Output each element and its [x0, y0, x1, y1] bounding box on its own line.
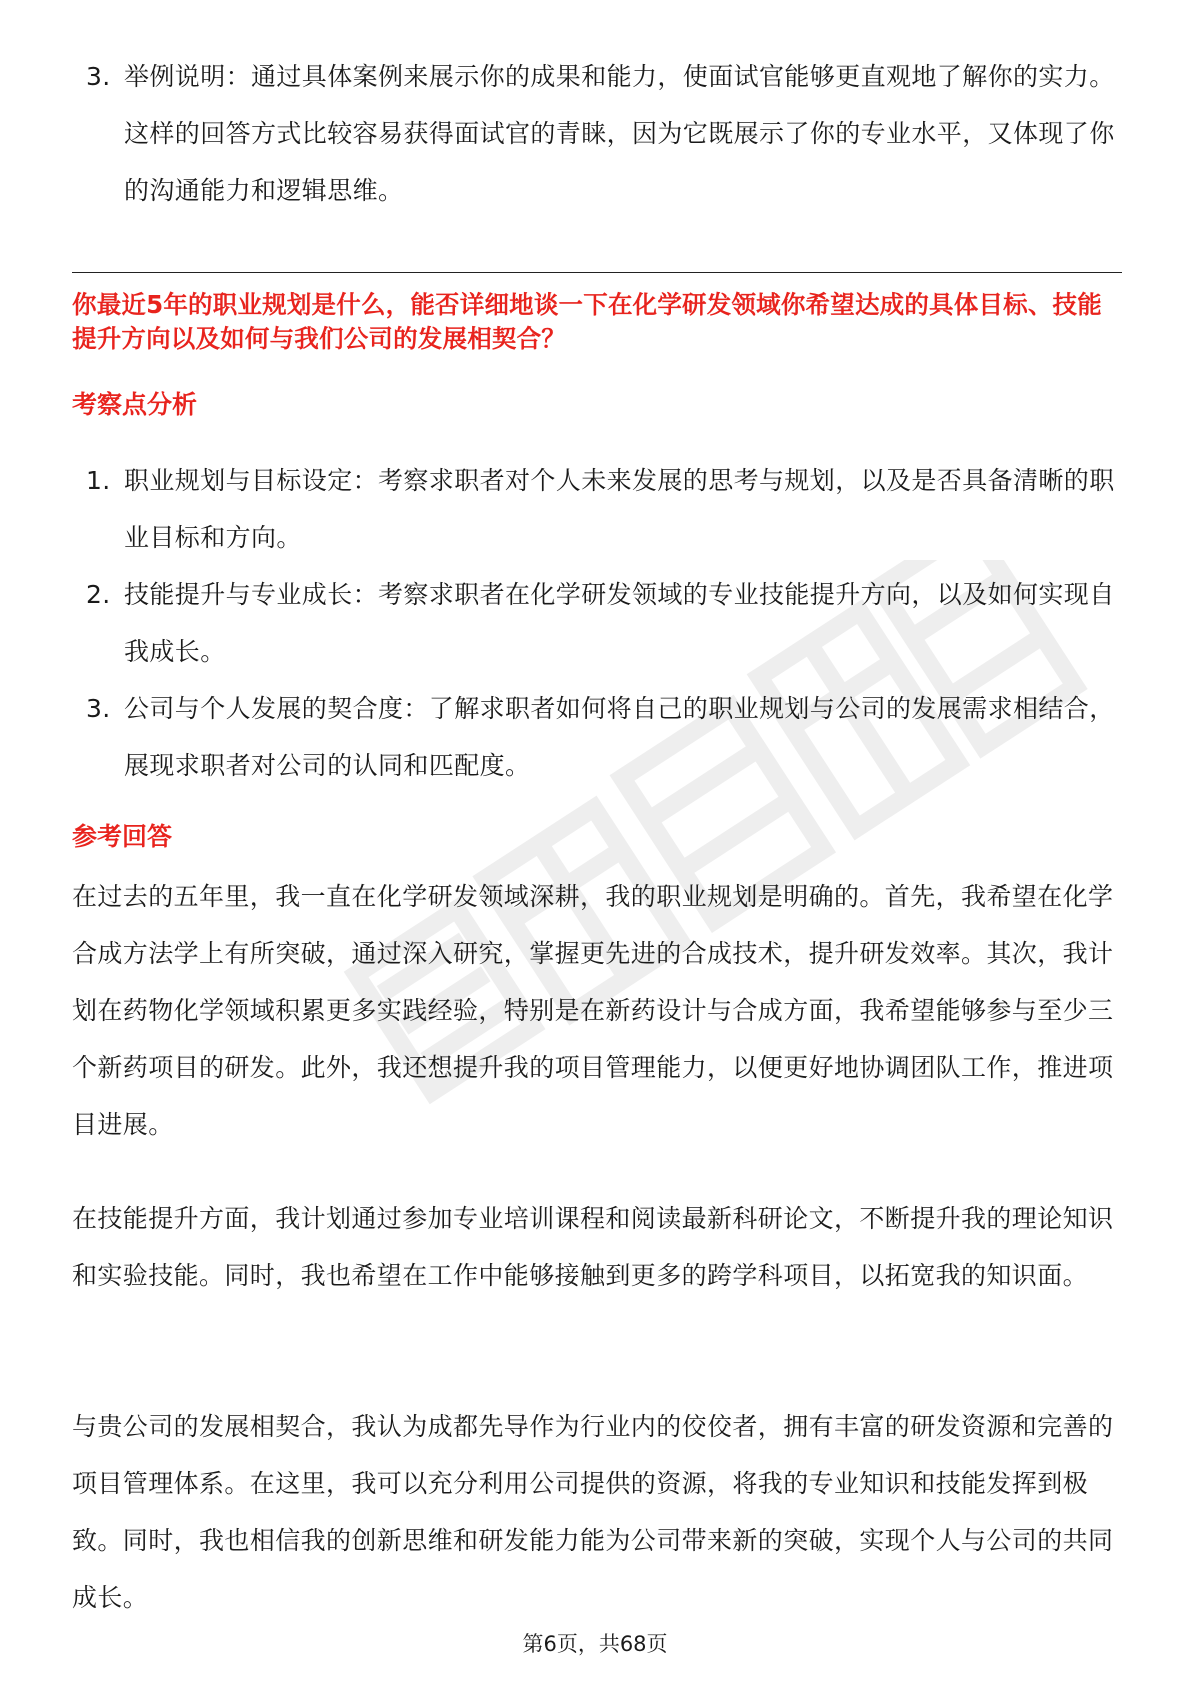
list-item: [72, 48, 1122, 219]
list-item: [72, 452, 1122, 566]
analysis-heading: 考察点分析: [72, 390, 198, 419]
answer-heading: 参考回答: [72, 822, 173, 851]
answer-paragraph: 在过去的五年里，我一直在化学研发领域深耕，我的职业规划是明确的。首先，我希望在化学合成方法学上有所突破，通过深入研究，掌握更先进的合成技术，提升研发效率。其次，我计划在药物化学领域积累更多实践经验，特别是在新药设计与合成方面，我希望能够参与至少三个新药项目的研发。此外，我还想提升我的项目管理能力，以便更好地协调团队工作，推进项目进展。: [72, 882, 1114, 1139]
list-item: [72, 566, 1122, 680]
list-number: 2.: [86, 580, 111, 609]
analysis-list: [72, 452, 1122, 794]
answer-paragraph: 与贵公司的发展相契合，我认为成都先导作为行业内的佼佼者，拥有丰富的研发资源和完善的项目管理体系。在这里，我可以充分利用公司提供的资源，将我的专业知识和技能发挥到极致。同时，我也相信我的创新思维和研发能力能为公司带来新的突破，实现个人与公司的共同成长。: [72, 1412, 1114, 1612]
list-number: 3.: [86, 694, 111, 723]
list-item-text: 技能提升与专业成长：考察求职者在化学研发领域的专业技能提升方向，以及如何实现自我成长。: [124, 580, 1115, 666]
list-item: [72, 680, 1122, 794]
list-number: 3.: [86, 62, 111, 91]
list-item-text: 举例说明：通过具体案例来展示你的成果和能力，使面试官能够更直观地了解你的实力。 这样的回答方式比较容易获得面试官的青睐，因为它既展示了你的专业水平，又体现了你的沟通能力和逻辑思维。: [124, 62, 1115, 205]
section-divider: [72, 272, 1122, 273]
answer-paragraph: 在技能提升方面，我计划通过参加专业培训课程和阅读最新科研论文，不断提升我的理论知识和实验技能。同时，我也希望在工作中能够接触到更多的跨学科项目，以拓宽我的知识面。: [72, 1204, 1114, 1290]
list-item-text: 职业规划与目标设定：考察求职者对个人未来发展的思考与规划，以及是否具备清晰的职业目标和方向。: [124, 466, 1115, 552]
list-item-text: 公司与个人发展的契合度：了解求职者如何将自己的职业规划与公司的发展需求相结合，展现求职者对公司的认同和匹配度。: [124, 694, 1115, 780]
list-number: 1.: [86, 466, 111, 495]
interview-question: 你最近5年的职业规划是什么，能否详细地谈一下在化学研发领域你希望达成的具体目标、技能提升方向以及如何与我们公司的发展相契合？: [72, 290, 1102, 353]
page-number: 第6页，共68页: [522, 1632, 668, 1656]
intro-list: [72, 48, 1122, 219]
